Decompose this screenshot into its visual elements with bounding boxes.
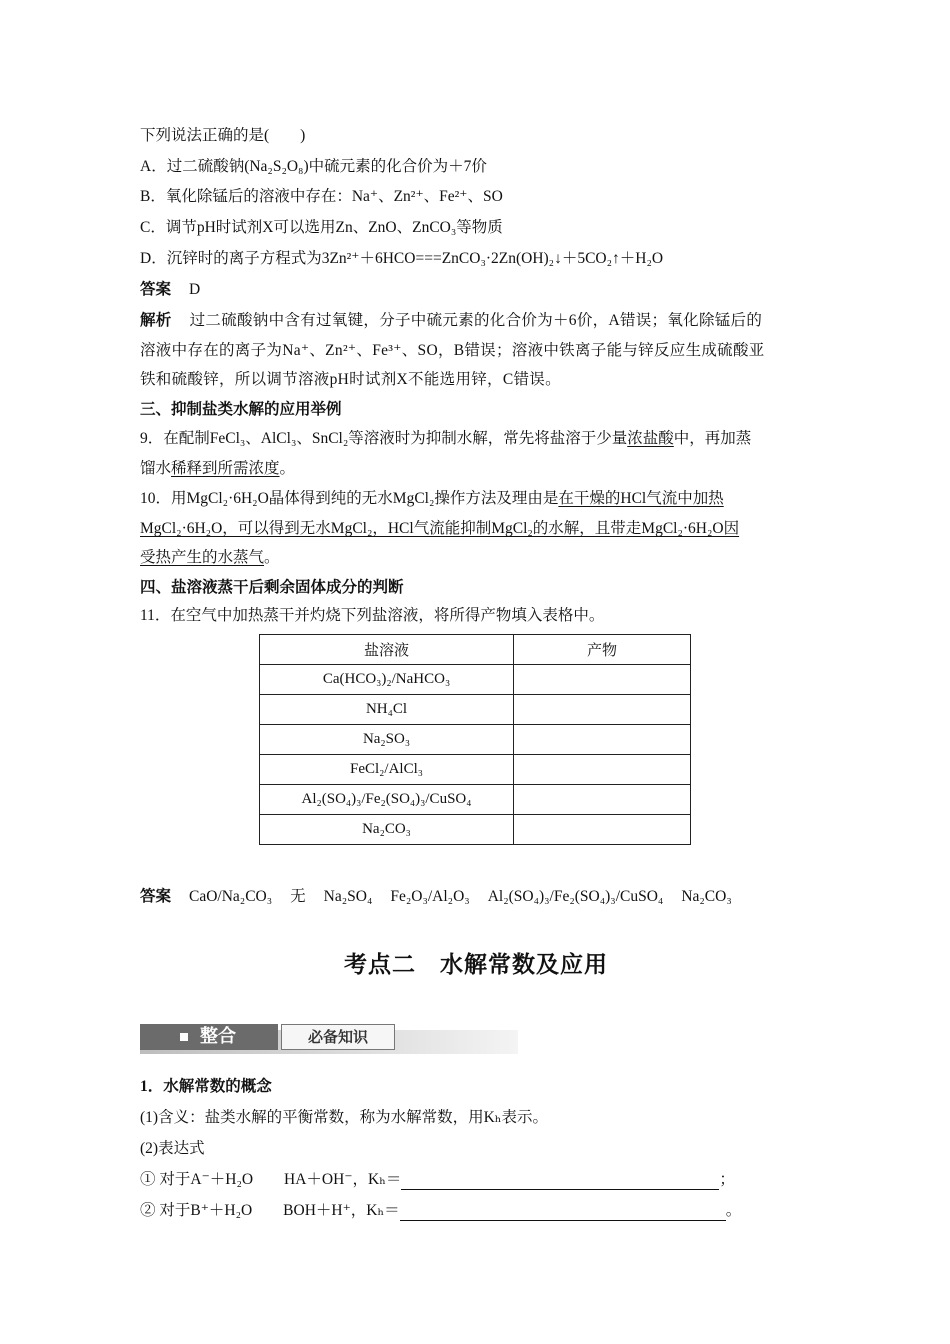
answer-value: D (189, 281, 201, 298)
table-header-row (260, 635, 691, 665)
q9-line-1 (140, 429, 751, 449)
square-bullet-icon (180, 1033, 188, 1041)
salt-cell: FeCl₂/AlCl₃ (260, 755, 514, 785)
section-heading: 考点二 水解常数及应用 (344, 952, 608, 977)
q10-answer-1: 在干燥的HCl气流中加热 (558, 490, 724, 507)
section-4-title: 四、盐溶液蒸干后剩余固体成分的判断 (140, 579, 404, 596)
table-row (260, 785, 691, 815)
banner-right-label: 必备知识 (307, 1028, 368, 1046)
q10-line-2: MgCl₂·6H₂O，可以得到无水MgCl₂，HCl气流能抑制MgCl₂的水解，且带走MgCl₂·6H₂O因 (140, 520, 740, 537)
analysis-label: 解析 (140, 312, 172, 329)
section-banner (140, 1022, 518, 1056)
table-row (260, 695, 691, 725)
product-cell[interactable] (514, 815, 691, 845)
k-item-1 (140, 1170, 735, 1190)
table-row (260, 725, 691, 755)
analysis-text-1: 过二硫酸钠中含有过氧键，分子中硫元素的化合价为＋6价，A错误；氧化除锰后的 (189, 312, 763, 329)
table-row (260, 815, 691, 845)
answer-2-value: Fe₂O₃/Al₂O₃ (390, 888, 470, 905)
answer-2-value: Na₂CO₃ (681, 888, 732, 905)
analysis-line-1 (140, 311, 762, 331)
product-cell[interactable] (514, 725, 691, 755)
answer-2-value: CaO/Na₂CO₃ (189, 888, 273, 905)
q10-end: 。 (264, 549, 280, 566)
k-item-2-text: ② 对于B⁺＋H₂O BOH＋H⁺，Kₕ＝ (140, 1202, 400, 1219)
answer-1 (140, 280, 200, 300)
table-row (260, 665, 691, 695)
k-item-2-end: 。 (725, 1202, 742, 1219)
product-cell[interactable] (514, 665, 691, 695)
salt-cell: NH₄Cl (260, 695, 514, 725)
q10-answer-3: 受热产生的水蒸气 (140, 549, 265, 566)
option-d: D．沉锌时的离子方程式为3Zn²⁺＋6HCO===ZnCO₃·2Zn(OH)₂↓＋5CO₂↑＋H₂O (140, 250, 664, 267)
salt-cell: Na₂SO₃ (260, 725, 514, 755)
k-item-1-text: ① 对于A⁻＋H₂O HA＋OH⁻，Kₕ＝ (140, 1171, 402, 1188)
banner-left-label: 整合 (200, 1026, 236, 1047)
q9-answer-1: 浓盐酸 (627, 430, 674, 447)
q9-text-c: 馏水 (140, 460, 172, 477)
table-row (260, 755, 691, 785)
q11-text: 11．在空气中加热蒸干并灼烧下列盐溶液，将所得产物填入表格中。 (140, 607, 605, 624)
salt-cell: Na₂CO₃ (260, 815, 514, 845)
q9-line-2 (140, 459, 295, 479)
option-c: C．调节pH时试剂X可以选用Zn、ZnO、ZnCO₃等物质 (140, 219, 503, 236)
answer-label: 答案 (140, 281, 172, 298)
q9-text-a: 9．在配制FeCl₃、AlCl₃、SnCl₂等溶液时为抑制水解，常先将盐溶于少量 (140, 430, 628, 447)
q10-line-3 (140, 548, 280, 568)
k-expression-title: (2)表达式 (140, 1140, 205, 1157)
k-title: 1．水解常数的概念 (140, 1078, 272, 1095)
salt-table (259, 634, 691, 845)
option-b: B．氧化除锰后的溶液中存在：Na⁺、Zn²⁺、Fe²⁺、SO (140, 188, 503, 205)
answer-2 (140, 887, 732, 907)
analysis-line-3: 铁和硫酸锌，所以调节溶液pH时试剂X不能选用锌，C错误。 (140, 371, 561, 388)
answer-2-value: 无 (290, 888, 306, 905)
salt-cell: Al₂(SO₄)₃/Fe₂(SO₄)₃/CuSO₄ (260, 785, 514, 815)
k-meaning: (1)含义：盐类水解的平衡常数，称为水解常数，用Kₕ表示。 (140, 1109, 548, 1126)
product-cell[interactable] (514, 695, 691, 725)
answer-2-label: 答案 (140, 888, 172, 905)
header-product: 产物 (514, 635, 691, 665)
k-item-1-end: ； (719, 1171, 735, 1188)
fill-blank-1[interactable] (401, 1173, 719, 1190)
product-cell[interactable] (514, 755, 691, 785)
analysis-line-2: 溶液中存在的离子为Na⁺、Zn²⁺、Fe³⁺、SO，B错误；溶液中铁离子能与锌反应生成硫酸亚 (140, 342, 765, 359)
option-a: A．过二硫酸钠(Na₂S₂O₈)中硫元素的化合价为＋7价 (140, 158, 487, 175)
salt-cell: Ca(HCO₃)₂/NaHCO₃ (260, 665, 514, 695)
product-cell[interactable] (514, 785, 691, 815)
answer-2-value: Na₂SO₄ (323, 888, 373, 905)
fill-blank-2[interactable] (400, 1204, 726, 1221)
k-item-2 (140, 1201, 741, 1221)
q9-text-d: 。 (279, 460, 296, 477)
banner-right-box (281, 1024, 395, 1050)
answer-2-value: Al₂(SO₄)₃/Fe₂(SO₄)₃/CuSO₄ (487, 888, 664, 905)
section-3-title: 三、抑制盐类水解的应用举例 (140, 401, 342, 418)
q9-text-b: 中，再加蒸 (673, 430, 752, 447)
q10-line-1 (140, 489, 724, 509)
q9-answer-2: 稀释到所需浓度 (171, 460, 280, 477)
header-salt: 盐溶液 (260, 635, 514, 665)
q10-text-a: 10．用MgCl₂·6H₂O晶体得到纯的无水MgCl₂操作方法及理由是 (140, 490, 559, 507)
question-stem: 下列说法正确的是( ) (140, 127, 306, 144)
